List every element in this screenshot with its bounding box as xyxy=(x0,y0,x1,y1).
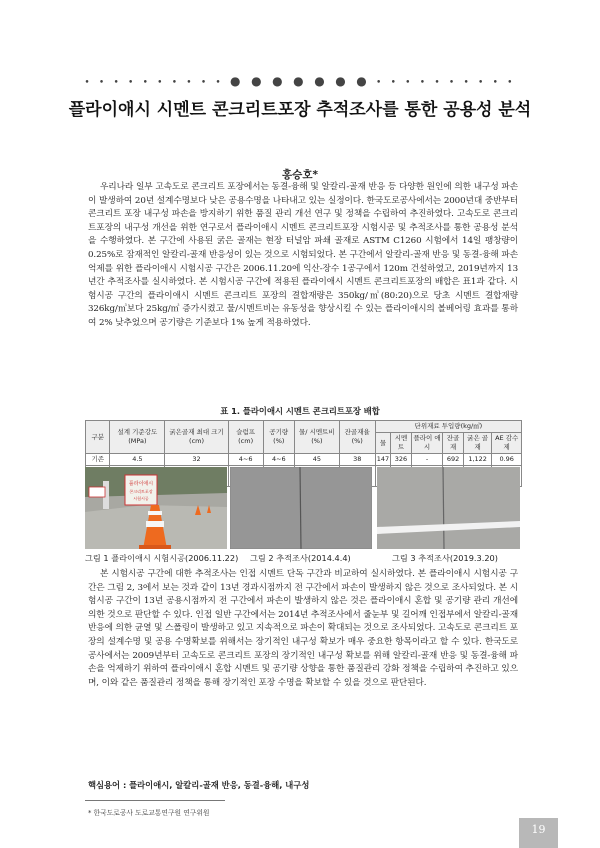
table-cell: 4~6 xyxy=(263,454,295,466)
table-row xyxy=(86,454,522,466)
th-strength: 설계 기준강도 (MPa) xyxy=(110,421,165,454)
table-cell: 38 xyxy=(339,454,375,466)
th-flyash: 플라이 애시 xyxy=(411,433,443,454)
th-slump: 슬럼프 (cm) xyxy=(228,421,263,454)
table-cell: 692 xyxy=(443,454,464,466)
table-cell: 기존 xyxy=(86,454,110,466)
table-cell: 147 xyxy=(375,454,390,466)
table-cell: - xyxy=(411,454,443,466)
table-cell: 4.5 xyxy=(110,454,165,466)
keywords: 핵심용어 : 플라이애시, 알칼리-골재 반응, 동결-융해, 내구성 xyxy=(88,780,310,790)
body-paragraph-2: 본 시험시공 구간에 대한 추적조사는 인접 시멘트 단독 구간과 비교하여 실시하였다. 본 플라이애시 시험시공 구간은 그림 2, 3에서 보는 것과 같이 13년 경과시점까지 전 구간에서 파손이 발생하지 않은 것으로 조사되었다. 본 시험시공 구간이 13년 공용시점까지 전 구간에서 파손이 발생하지 않은 것은 플라이애시 혼합 및 공기량 관리 개선에 의한 것으로 판단할 수 있다. 인접 일반 구간에서는 2014년 추적조사에서 줄눈부 및 길어깨 인접부에서 알칼리-골재 반응에 의한 균열 및 스폴링이 발생하고 있고 지속적으로 파손이 확대되는 것으로 조사되었다. 고속도로 콘크리트 포장의 설계수명 및 공용 수명확보를 위해서는 장기적인 내구성 확보가 매우 중요한 항목이라고 할 수 있다. 한국도로공사에서는 2009년부터 고속도로 콘크리트 포장의 장기적인 내구성 확보를 위해 알칼리-골재 반응 및 동결-융해 파손을 억제하기 위하여 플라이애시 혼합 시멘트 및 공기량 상향을 통한 품질관리 강화 정책을 수립하여 추진하고 있으며, 이와 같은 품질관리 정책을 통해 장기적인 포장 수명을 확보할 수 있을 것으로 판단된다. xyxy=(88,569,518,688)
th-coarse: 굵은 골재 xyxy=(463,433,492,454)
decorative-dot-divider: • • • • • • • • • • ● ● ● ● ● ● ● • • • • • • • • • • xyxy=(84,74,516,88)
photo-survey-2019 xyxy=(377,467,520,549)
page-number: 19 xyxy=(519,818,558,848)
table-cell: 4~6 xyxy=(228,454,263,466)
body-paragraph-1: 우리나라 일부 고속도로 콘크리트 포장에서는 동결-융해 및 알칼리-골재 반응 등 다양한 원인에 의한 내구성 파손이 발생하여 20년 설계수명보다 낮은 공용수명을 나타내고 있는 실정이다. 한국도로공사에서는 2000년대 중반부터 콘크리트 포장 내구성 파손을 방지하기 위한 품질 관리 개선 연구 및 정책을 수립하여 추진하였다. 고속도로 콘크리트포장의 내구성 개선을 위한 연구로서 플라이애시 시멘트 콘크리트포장 시험시공 및 추적조사를 통한 공용성 분석을 수행하였다. 본 구간에 사용된 굵은 골재는 현장 터널암 파쇄 골재로 ASTM C1260 시험에서 14일 팽창량이 0.25%로 잠재적인 알칼리-골재 반응성이 있는 것으로 시험되었다. 본 구간에서 알칼리-골재 반응 및 동결-융해 파손 억제를 위한 플라이애시 시험시공 구간은 2006.11.20에 익산-장수 1공구에서 120m 건설하였고, 2019년까지 13년간 추적조사를 실시하였다. 본 시험시공 구간에 적용된 플라이애시 시멘트 콘크리트포장의 배합은 표1과 같다. 시험시공 구간의 플라이애시 시멘트 콘크리트 포장의 결합재량은 350kg/㎥(80:20)으로 당초 시멘트 결합재량 326kg/㎥보다 25kg/㎥ 증가시켰고 물/시멘트비는 유동성을 향상시킬 수 있는 플라이애시의 볼베어링 효과를 통하여 2% 낮추었으며 공기량은 기준보다 1% 높게 적용하였다. xyxy=(88,182,518,328)
svg-text:시험시공: 시험시공 xyxy=(133,496,149,501)
th-fine: 잔골재 xyxy=(443,433,464,454)
svg-text:콘크리트포장: 콘크리트포장 xyxy=(129,489,153,494)
th-cement: 시멘트 xyxy=(391,433,412,454)
th-aggregate: 굵은골재 최대 크기 (cm) xyxy=(165,421,228,454)
table-cell: 45 xyxy=(295,454,340,466)
th-ae: AE 감수제 xyxy=(492,433,522,454)
th-sa: 잔골재율 (%) xyxy=(339,421,375,454)
footnote-divider xyxy=(85,800,225,801)
table-cell: 1,122 xyxy=(463,454,492,466)
th-type: 구분 xyxy=(86,421,110,454)
footnote: * 한국도로공사 도로교통연구원 연구위원 xyxy=(88,809,210,817)
svg-text:플라이애시: 플라이애시 xyxy=(128,481,154,487)
figure-caption-3: 그림 3 추적조사(2019.3.20) xyxy=(392,553,498,563)
article-title: 플라이애시 시멘트 콘크리트포장 추적조사를 통한 공용성 분석 xyxy=(68,100,532,120)
table-cell: 326 xyxy=(391,454,412,466)
table-caption: 표 1. 플라이애시 시멘트 콘크리트포장 배합 xyxy=(220,406,380,416)
th-air: 공기량 (%) xyxy=(263,421,295,454)
th-water: 물 xyxy=(375,433,390,454)
table-cell: 32 xyxy=(165,454,228,466)
photo-survey-2014 xyxy=(230,467,372,549)
th-unit-group: 단위재료 투입량(kg/㎥) xyxy=(375,421,521,433)
figure-caption-2: 그림 2 추적조사(2014.4.4) xyxy=(250,553,351,563)
th-wc: 물/ 시멘트비 (%) xyxy=(295,421,340,454)
table-cell: 0.96 xyxy=(492,454,522,466)
figure-caption-1: 그림 1 플라이애시 시험시공(2006.11.22) xyxy=(85,553,239,563)
author-name: 홍승호* xyxy=(282,169,318,181)
photo-test-construction xyxy=(85,467,227,549)
